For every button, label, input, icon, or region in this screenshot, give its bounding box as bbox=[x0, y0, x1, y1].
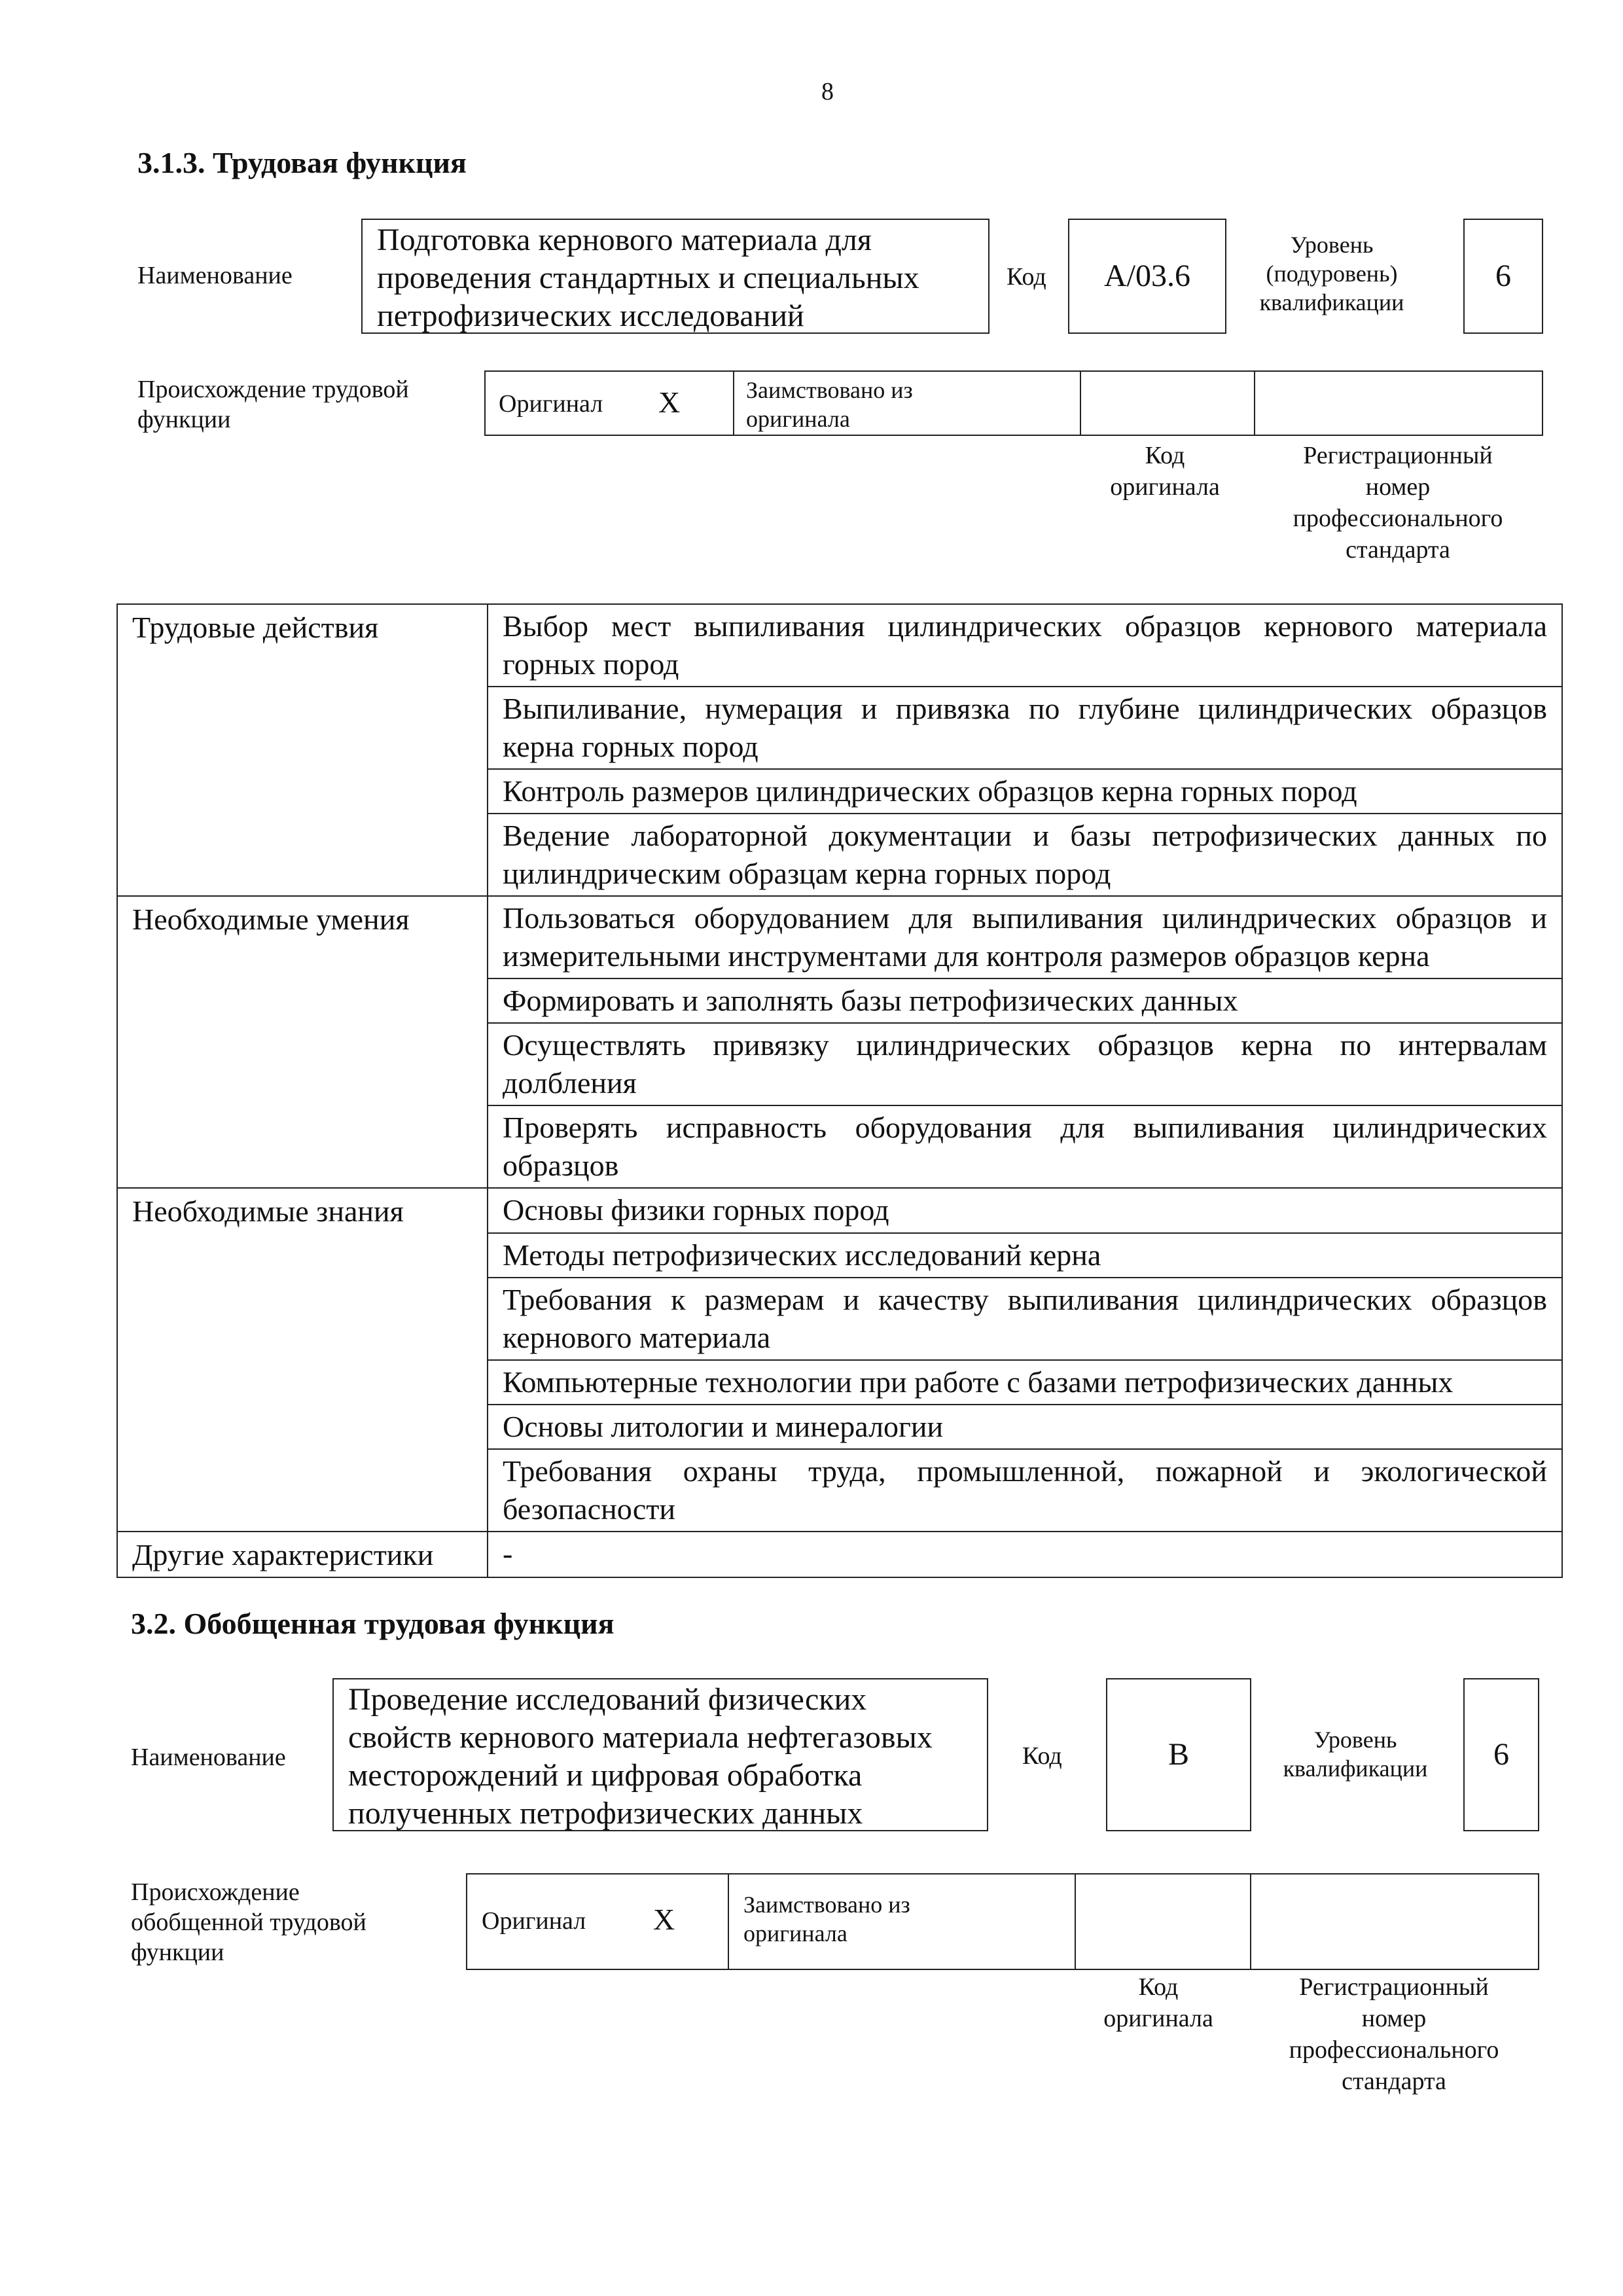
other-value: - bbox=[488, 1532, 1562, 1577]
table-row bbox=[117, 604, 1562, 687]
origin-label bbox=[131, 1877, 366, 1967]
code-box bbox=[1068, 219, 1226, 334]
borrowed-label-line: Заимствовано из bbox=[743, 1892, 910, 1918]
caption-line: Регистрационный bbox=[1303, 442, 1493, 469]
level-value: 6 bbox=[1493, 1737, 1509, 1772]
divider bbox=[733, 372, 734, 435]
code-label: Код bbox=[1022, 1742, 1062, 1770]
labor-actions-label: Трудовые действия bbox=[117, 604, 488, 687]
caption-line: Код bbox=[1138, 1973, 1179, 2001]
labor-action-item: Выбор мест выпиливания цилиндрических образцов кернового материала горных пород bbox=[488, 604, 1562, 687]
original-label: Оригинал bbox=[499, 390, 603, 418]
table-row bbox=[117, 687, 1562, 769]
skill-item: Осуществлять привязку цилиндрических образцов керна по интервалам долбления bbox=[488, 1023, 1562, 1105]
level-label-line: квалификации bbox=[1259, 289, 1404, 315]
table-row bbox=[117, 1023, 1562, 1105]
origin-label-line: функции bbox=[137, 406, 231, 433]
skill-item: Пользоваться оборудованием для выпиливания цилиндрических образцов и измерительными инструментами для контроля размеров образцов керна bbox=[488, 896, 1562, 978]
borrowed-label-line: оригинала bbox=[746, 406, 850, 432]
function-name-line: Подготовка кернового материала для bbox=[377, 223, 872, 257]
original-mark: X bbox=[653, 1903, 675, 1936]
caption-line: оригинала bbox=[1103, 2005, 1213, 2032]
table-row bbox=[117, 1405, 1562, 1449]
level-label bbox=[1240, 230, 1424, 317]
section-title-32: 3.2. Обобщенная трудовая функция bbox=[131, 1607, 615, 1640]
borrowed-label bbox=[743, 1890, 910, 1948]
table-row bbox=[117, 1278, 1562, 1360]
function-name-box bbox=[361, 219, 990, 334]
function-name-line: Проведение исследований физических bbox=[348, 1682, 867, 1717]
level-label-line: квалификации bbox=[1283, 1755, 1428, 1782]
caption-line: стандарта bbox=[1346, 536, 1450, 564]
page-number: 8 bbox=[821, 78, 834, 105]
knowledge-item: Методы петрофизических исследований керна bbox=[488, 1233, 1562, 1278]
origin-label bbox=[137, 374, 409, 435]
skills-label: Необходимые умения bbox=[117, 896, 488, 978]
level-value: 6 bbox=[1495, 259, 1511, 293]
borrowed-label bbox=[746, 376, 913, 433]
table-row bbox=[117, 1105, 1562, 1188]
level-label-line: Уровень bbox=[1313, 1727, 1397, 1753]
knowledge-item: Требования охраны труда, промышленной, пожарной и экологической безопасности bbox=[488, 1449, 1562, 1532]
table-row bbox=[117, 1360, 1562, 1405]
code-label: Код bbox=[1007, 263, 1046, 291]
caption-line: профессионального bbox=[1289, 2036, 1499, 2064]
table-row bbox=[117, 769, 1562, 814]
origin-label-line: функции bbox=[131, 1939, 224, 1966]
code-original-caption bbox=[1080, 440, 1250, 503]
origin-row bbox=[466, 1873, 1539, 1970]
origin-label-line: Происхождение трудовой bbox=[137, 376, 409, 403]
caption-line: Регистрационный bbox=[1299, 1973, 1489, 2001]
divider bbox=[728, 1874, 729, 1969]
other-label: Другие характеристики bbox=[117, 1532, 488, 1577]
function-name-line: месторождений и цифровая обработка bbox=[348, 1758, 863, 1793]
name-label: Наименование bbox=[131, 1744, 286, 1771]
generalized-function-name-box bbox=[332, 1678, 988, 1831]
origin-row bbox=[484, 370, 1543, 436]
original-mark: X bbox=[658, 386, 681, 419]
code-value: А/03.6 bbox=[1104, 259, 1190, 293]
level-label-line: (подуровень) bbox=[1266, 260, 1398, 287]
code-value: В bbox=[1168, 1737, 1189, 1772]
borrowed-label-line: оригинала bbox=[743, 1920, 847, 1946]
reg-number-caption bbox=[1263, 1971, 1525, 2097]
level-box bbox=[1463, 1678, 1539, 1831]
labor-action-item: Ведение лабораторной документации и базы петрофизических данных по цилиндрическим образцам керна горных пород bbox=[488, 814, 1562, 896]
caption-line: Код bbox=[1145, 442, 1185, 469]
knowledge-item: Основы литологии и минералогии bbox=[488, 1405, 1562, 1449]
code-box bbox=[1106, 1678, 1251, 1831]
table-row bbox=[117, 978, 1562, 1023]
caption-line: стандарта bbox=[1342, 2068, 1446, 2095]
divider bbox=[1080, 372, 1081, 435]
divider bbox=[1254, 372, 1255, 435]
labor-action-item: Контроль размеров цилиндрических образцов керна горных пород bbox=[488, 769, 1562, 814]
function-details-table bbox=[116, 603, 1563, 1578]
table-row bbox=[117, 1532, 1562, 1577]
origin-label-line: Происхождение bbox=[131, 1878, 300, 1906]
level-label-line: Уровень bbox=[1290, 232, 1374, 258]
code-original-caption bbox=[1073, 1971, 1243, 2034]
origin-label-line: обобщенной трудовой bbox=[131, 1909, 366, 1936]
knowledge-item: Требования к размерам и качеству выпиливания цилиндрических образцов кернового материала bbox=[488, 1278, 1562, 1360]
function-name-line: свойств кернового материала нефтегазовых bbox=[348, 1720, 933, 1755]
knowledge-item: Основы физики горных пород bbox=[488, 1188, 1562, 1233]
table-row bbox=[117, 896, 1562, 978]
skill-item: Проверять исправность оборудования для выпиливания цилиндрических образцов bbox=[488, 1105, 1562, 1188]
caption-line: профессионального bbox=[1293, 505, 1503, 532]
table-row bbox=[117, 814, 1562, 896]
skill-item: Формировать и заполнять базы петрофизических данных bbox=[488, 978, 1562, 1023]
knowledge-label: Необходимые знания bbox=[117, 1188, 488, 1233]
reg-number-caption bbox=[1267, 440, 1529, 565]
caption-line: номер bbox=[1365, 473, 1431, 501]
name-label: Наименование bbox=[137, 262, 293, 289]
original-label: Оригинал bbox=[482, 1907, 586, 1935]
caption-line: оригинала bbox=[1110, 473, 1220, 501]
divider bbox=[1250, 1874, 1251, 1969]
level-box bbox=[1463, 219, 1543, 334]
labor-action-item: Выпиливание, нумерация и привязка по глубине цилиндрических образцов керна горных пород bbox=[488, 687, 1562, 769]
knowledge-item: Компьютерные технологии при работе с базами петрофизических данных bbox=[488, 1360, 1562, 1405]
caption-line: номер bbox=[1361, 2005, 1427, 2032]
section-title-313: 3.1.3. Трудовая функция bbox=[137, 146, 467, 179]
table-row bbox=[117, 1233, 1562, 1278]
borrowed-label-line: Заимствовано из bbox=[746, 377, 913, 403]
table-row bbox=[117, 1449, 1562, 1532]
table-row bbox=[117, 1188, 1562, 1233]
function-name-line: петрофизических исследований bbox=[377, 298, 804, 333]
level-label bbox=[1266, 1725, 1445, 1783]
function-name-line: полученных петрофизических данных bbox=[348, 1796, 863, 1831]
divider bbox=[1075, 1874, 1076, 1969]
function-name-line: проведения стандартных и специальных bbox=[377, 260, 919, 295]
